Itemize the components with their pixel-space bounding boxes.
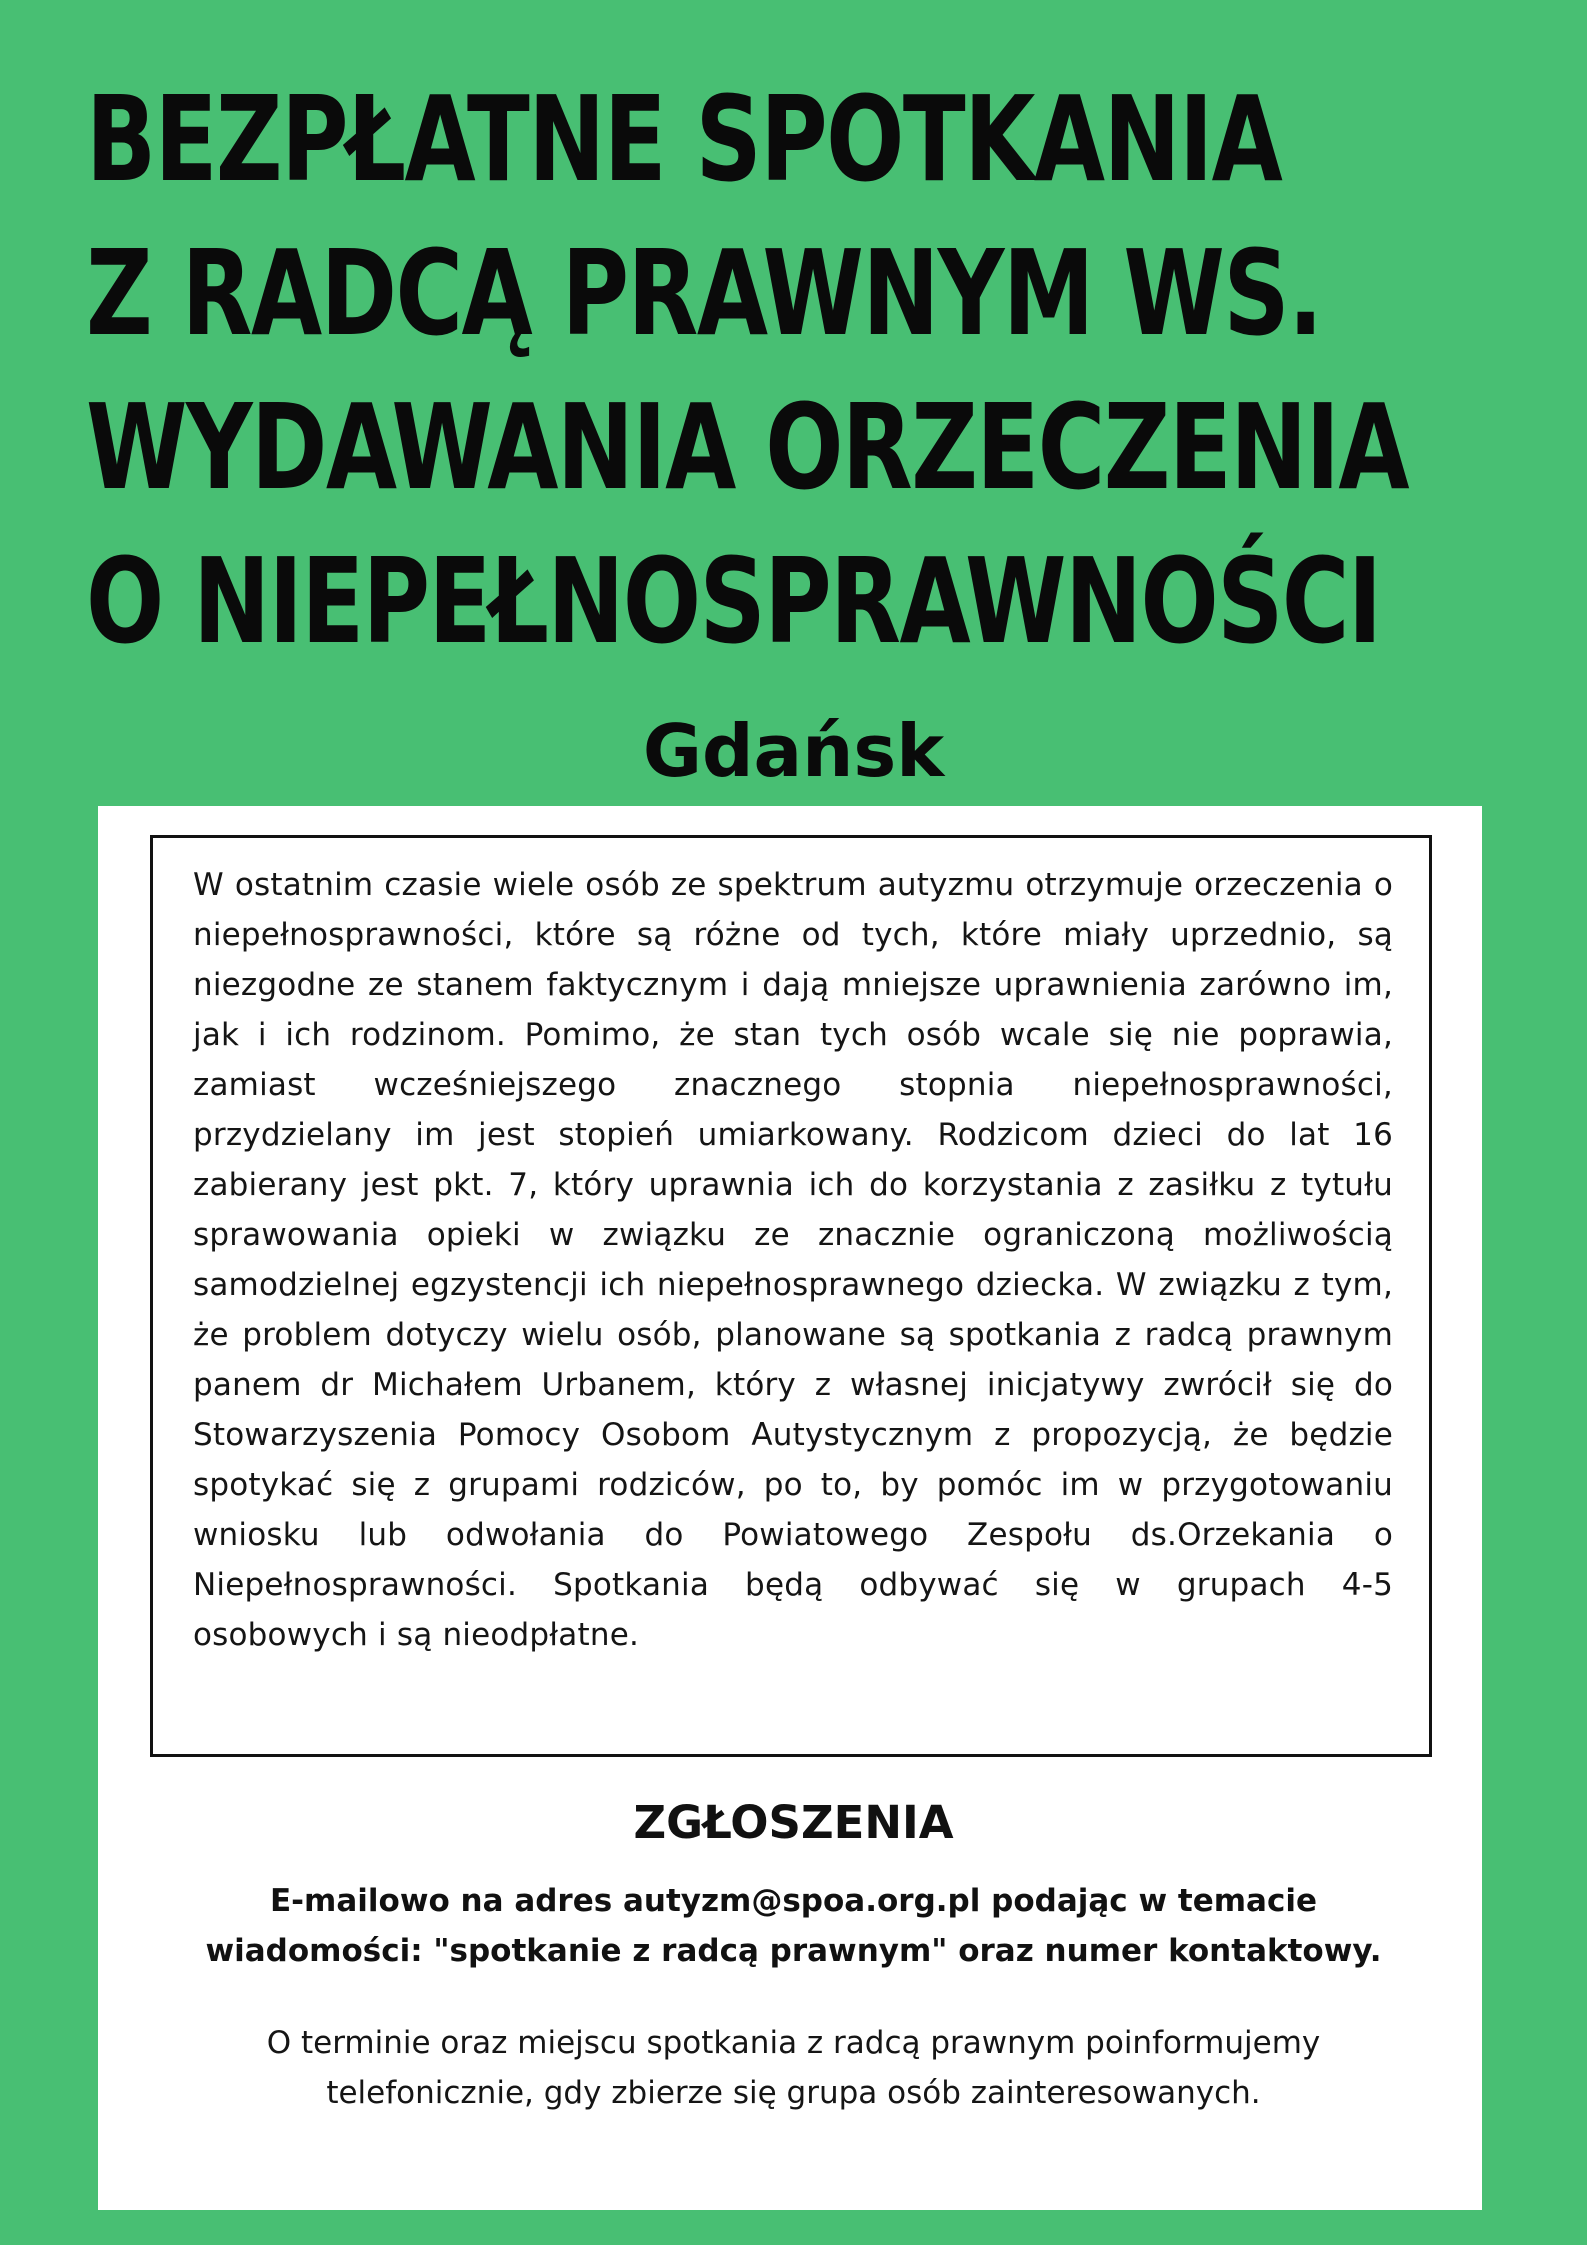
headline-line: O NIEPEŁNOSPRAWNOŚCI [86,532,1381,670]
headline [86,62,1546,678]
contact-instructions: E-mailowo na adres autyzm@spoa.org.pl podając w temacie wiadomości: "spotkanie z radcą prawnym" oraz numer kontaktowy. [205,1883,1382,1969]
description-text: W ostatnim czasie wiele osób ze spektrum autyzmu otrzymuje orzeczenia o niepełnosprawności, które są różne od tych, które miały uprzednio, są niezgodne ze stanem faktycznym i dają mniejsze uprawnienia zarówno im, jak i ich rodzinom. Pomimo, że stan tych osób wcale się nie poprawia, zamiast wcześniejszego znacznego stopnia niepełnosprawności, przydzielany im jest stopień umiarkowany. Rodzicom dzieci do lat 16 zabierany jest pkt. 7, który uprawnia ich do korzystania z zasiłku z tytułu sprawowania opieki w związku ze znacznie ograniczoną możliwością samodzielnej egzystencji ich niepełnosprawnego dziecka. W związku z tym, że problem dotyczy wielu osób, planowane są spotkania z radcą prawnym panem dr Michałem Urbanem, który z własnej inicjatywy zwrócił się do Stowarzyszenia Pomocy Osobom Autystycznym z propozycją, że będzie spotykać się z grupami rodziców, po to, by pomóc im w przygotowaniu wniosku lub odwołania do Powiatowego Zespołu ds.Orzekania o Niepełnosprawności. Spotkania będą odbywać się w grupach 4-5 osobowych i są nieodpłatne. [193,867,1393,1653]
description-box [150,835,1432,1757]
applications-title: ZGŁOSZENIA [633,1796,954,1849]
meeting-info: O terminie oraz miejscu spotkania z radcą prawnym poinformujemy telefonicznie, gdy zbierze się grupa osób zainteresowanych. [266,2025,1321,2111]
city-name: Gdańsk [642,709,945,793]
headline-line: Z RADCĄ PRAWNYM WS. [86,224,1322,362]
headline-line: WYDAWANIA ORZECZENIA [86,378,1409,516]
headline-line: BEZPŁATNE SPOTKANIA [86,70,1282,208]
